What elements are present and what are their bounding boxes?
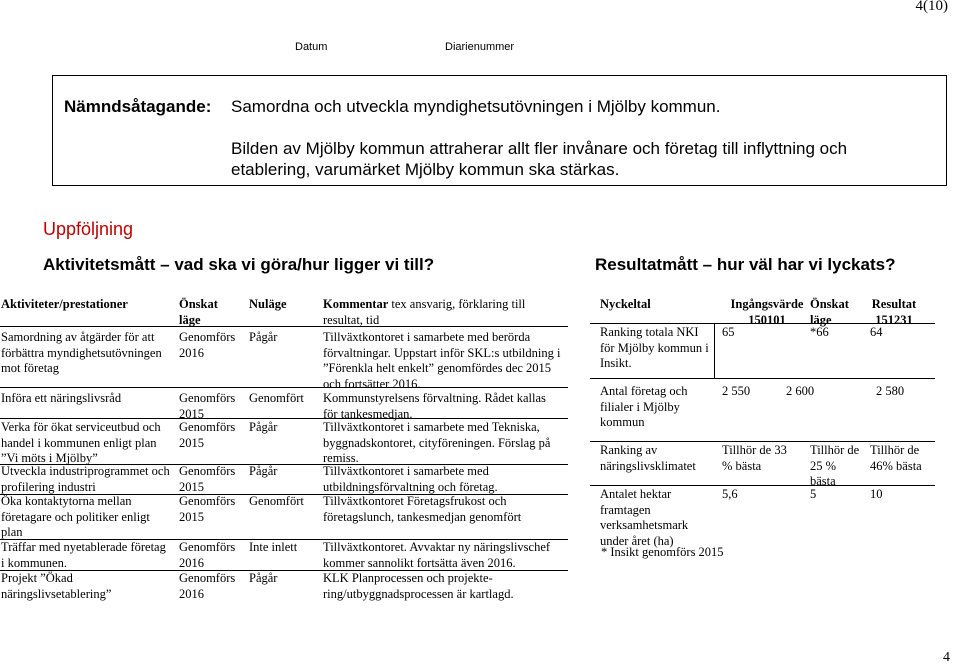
header-result: Resultat 151231 — [871, 297, 917, 327]
indicator-cell: Ranking totala NKI för Mjölby kommun i Insikt. — [600, 325, 709, 370]
current-cell: Pågår — [249, 420, 278, 434]
header-indicator: Nyckeltal — [600, 297, 651, 311]
activity-cell: Projekt ”Ökad näringslivsetablering” — [1, 571, 112, 601]
activity-cell: Verka för ökat serviceutbud och handel i kommunen enligt plan ”Vi möts i Mjölby” — [1, 420, 161, 465]
activity-table — [0, 295, 580, 601]
header-current: Nuläge — [249, 297, 287, 311]
current-cell: Pågår — [249, 571, 278, 585]
current-cell: Pågår — [249, 330, 278, 344]
comment-cell: Tillväxtkontoret Företagsfrukost och företagslunch, tankesmedjan genomfört — [323, 494, 522, 524]
indicator-cell: Antal företag och filialer i Mjölby kommun — [600, 384, 688, 429]
current-cell: Genomfört — [249, 391, 304, 405]
desired-cell: Genomförs 2015 — [179, 420, 236, 450]
comment-cell: Tillväxtkontoret i samarbete med berörda förvaltningar. Uppstart inför SKL:s utbildning i ”Förenkla helt enkelt” genomfördes dec 2015 och fortsätter 2016. — [323, 330, 561, 391]
desired-cell: Genomförs 2016 — [179, 571, 236, 601]
namnd-label: Nämndsåtagande: — [64, 97, 212, 116]
header-baseline: Ingångsvärde 150101 — [730, 297, 804, 327]
desired-cell: Tillhör de 25 % bästa — [810, 443, 860, 488]
activity-cell: Utveckla industriprogrammet och profilering industri — [1, 464, 170, 494]
current-cell: Pågår — [249, 464, 278, 478]
diarienummer-label: Diarienummer — [445, 41, 515, 53]
header-desired: Önskat läge — [179, 297, 218, 327]
namnd-commitment: Samordna och utveckla myndighetsutövningen i Mjölby kommun. — [231, 97, 721, 116]
header-comment: Kommentar tex ansvarig, förklaring till resultat, tid — [323, 297, 526, 327]
result-table — [590, 295, 960, 548]
baseline-cell: Tillhör de 33 % bästa — [722, 443, 787, 473]
page-number: 4(10) — [915, 0, 948, 14]
baseline-cell: 65 — [722, 325, 735, 339]
desired-cell: Genomförs 2015 — [179, 391, 236, 421]
header-desired: Önskat läge — [810, 297, 849, 327]
current-cell: Inte inlett — [249, 540, 298, 554]
activity-cell: Öka kontaktytorna mellan företagare och politiker enligt plan — [1, 494, 150, 539]
footnote: * Insikt genomförs 2015 — [601, 545, 724, 559]
bottom-page-number: 4 — [943, 650, 950, 665]
datum-label: Datum — [295, 41, 328, 53]
comment-cell: Kommunstyrelsens förvaltning. Rådet kallas för tankesmedjan. — [323, 391, 546, 421]
desired-cell: Genomförs 2015 — [179, 494, 236, 524]
indicator-cell: Ranking av näringslivsklimatet — [600, 443, 696, 473]
desired-cell: 2 600 — [786, 384, 815, 398]
result-cell: 10 — [870, 487, 883, 501]
activity-cell: Samordning av åtgärder för att förbättra myndighetsutövningen mot företag — [1, 330, 162, 375]
result-cell: Tillhör de 46% bästa — [870, 443, 922, 473]
comment-cell: KLK Planprocessen och projekte-ring/utbyggnadsprocessen är kartlagd. — [323, 571, 514, 601]
desired-cell: 5 — [810, 487, 817, 501]
desired-cell: Genomförs 2015 — [179, 464, 236, 494]
baseline-cell: 5,6 — [722, 487, 738, 501]
baseline-cell: 2 550 — [722, 384, 751, 398]
namnd-description: Bilden av Mjölby kommun attraherar allt fler invånare och företag till inflyttning och etablering, varumärket Mjölby kommun ska stärkas. — [231, 139, 848, 179]
result-title: Resultatmått – hur väl har vi lyckats? — [595, 255, 896, 274]
result-cell: 64 — [870, 325, 883, 339]
comment-cell: Tillväxtkontoret. Avvaktar ny näringslivschef kommer sannolikt fortsätta även 2016. — [323, 540, 551, 570]
desired-cell: Genomförs 2016 — [179, 540, 236, 570]
activity-cell: Träffar med nyetablerade företag i kommunen. — [1, 540, 166, 570]
desired-cell: *66 — [810, 325, 829, 339]
indicator-cell: Antalet hektar framtagen verksamhetsmark under året (ha) — [600, 487, 689, 548]
activity-title: Aktivitetsmått – vad ska vi göra/hur ligger vi till? — [43, 255, 435, 274]
header-activities: Aktiviteter/prestationer — [1, 297, 128, 311]
current-cell: Genomfört — [249, 494, 304, 508]
comment-cell: Tillväxtkontoret i samarbete med utbildningsförvaltning och företag. — [323, 464, 498, 494]
section-title: Uppföljning — [43, 219, 134, 239]
result-cell: 2 580 — [876, 384, 905, 398]
comment-cell: Tillväxtkontoret i samarbete med Tekniska, byggnadskontoret, cityföreningen. Förslag på remiss. — [323, 420, 551, 465]
desired-cell: Genomförs 2016 — [179, 330, 236, 360]
activity-cell: Införa ett näringslivsråd — [1, 391, 122, 405]
